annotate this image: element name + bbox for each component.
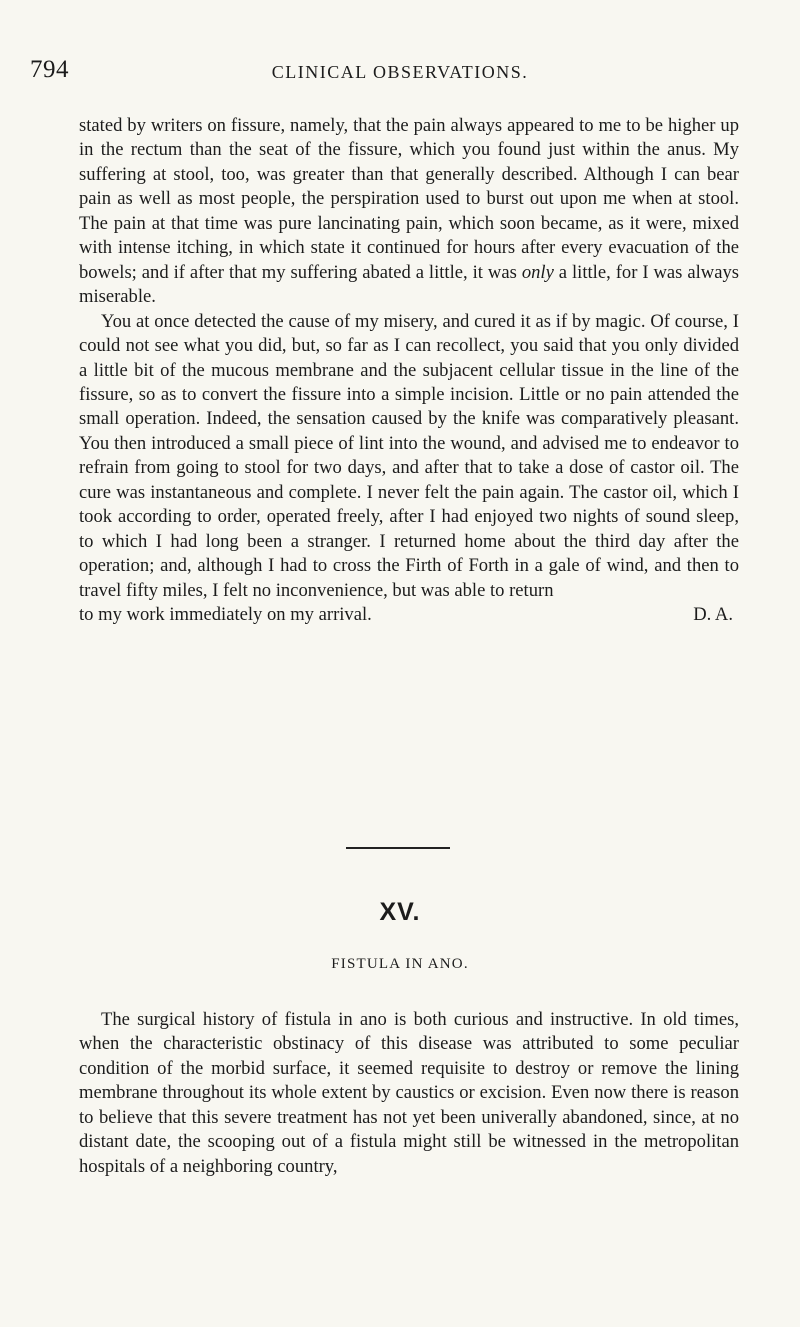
paragraph-text: to my work immediately on my arrival. <box>79 604 372 626</box>
page-header <box>30 56 770 86</box>
letter-text <box>79 114 739 628</box>
section-text <box>79 1008 739 1179</box>
paragraph <box>79 114 739 310</box>
page-number: 794 <box>30 56 69 83</box>
paragraph-text: a little, for I was always miserable. <box>79 261 739 308</box>
paragraph-text: You at once detected the cause of my misery, and cured it as if by magic. Of course, I could not see what you did, but, so far as I can recollect, you said that you only divided a little bit of the mucous membrane and the subjacent cellular tissue in the line of the fissure, so as to convert the fissure into a simple incision. Little or no pain attended the small operation. Indeed, the sensation caused by the knife was comparatively pleasant. You then introduced a small piece of lint into the wound, and advised me to endeavor to refrain from going to stool for two days, and after that to take a dose of castor oil. The cure was instantaneous and complete. I never felt the pain again. The castor oil, which I took according to order, operated freely, after I had enjoyed two nights of sound sleep, to which I had long been a stranger. I returned home about the third day after the operation; and, although I had to cross the Firth of Forth in a gale of wind, and then to travel fifty miles, I felt no inconvenience, but was able to return <box>79 310 739 601</box>
paragraph-text: stated by writers on fissure, namely, that the pain always appeared to me to be higher up in the rectum than the seat of the fissure, which you found just within the anus. My suffering at stool, too, was greater than that generally described. Although I can bear pain as well as most people, the perspiration used to burst out upon me when at stool. The pain at that time was pure lancinating pain, which soon became, as it were, mixed with intense itching, in which state it continued for hours after every evacuation of the bowels; and if after that my suffering abated a little, it was <box>79 115 739 283</box>
section-divider <box>346 847 450 849</box>
signature: D. A. <box>693 604 733 626</box>
emphasis-text: only <box>521 261 554 283</box>
section-number: XV. <box>379 898 421 926</box>
running-head: CLINICAL OBSERVATIONS. <box>271 62 529 82</box>
paragraph: The surgical history of fistula in ano is both curious and instructive. In old times, when the characteristic obstinacy of this disease was attributed to some peculiar condition of the morbid surface, it seemed requisite to destroy or remove the lining membrane throughout its whole extent by caustics or excision. Even now there is reason to believe that this severe treatment has not yet been univerally abandoned, since, at no distant date, the scooping out of a fistula might still be witnessed in the metropolitan hospitals of a neighboring country, <box>79 1009 739 1177</box>
signature-line <box>79 603 739 627</box>
section-title: FISTULA IN ANO. <box>331 956 469 972</box>
paragraph <box>79 310 739 603</box>
